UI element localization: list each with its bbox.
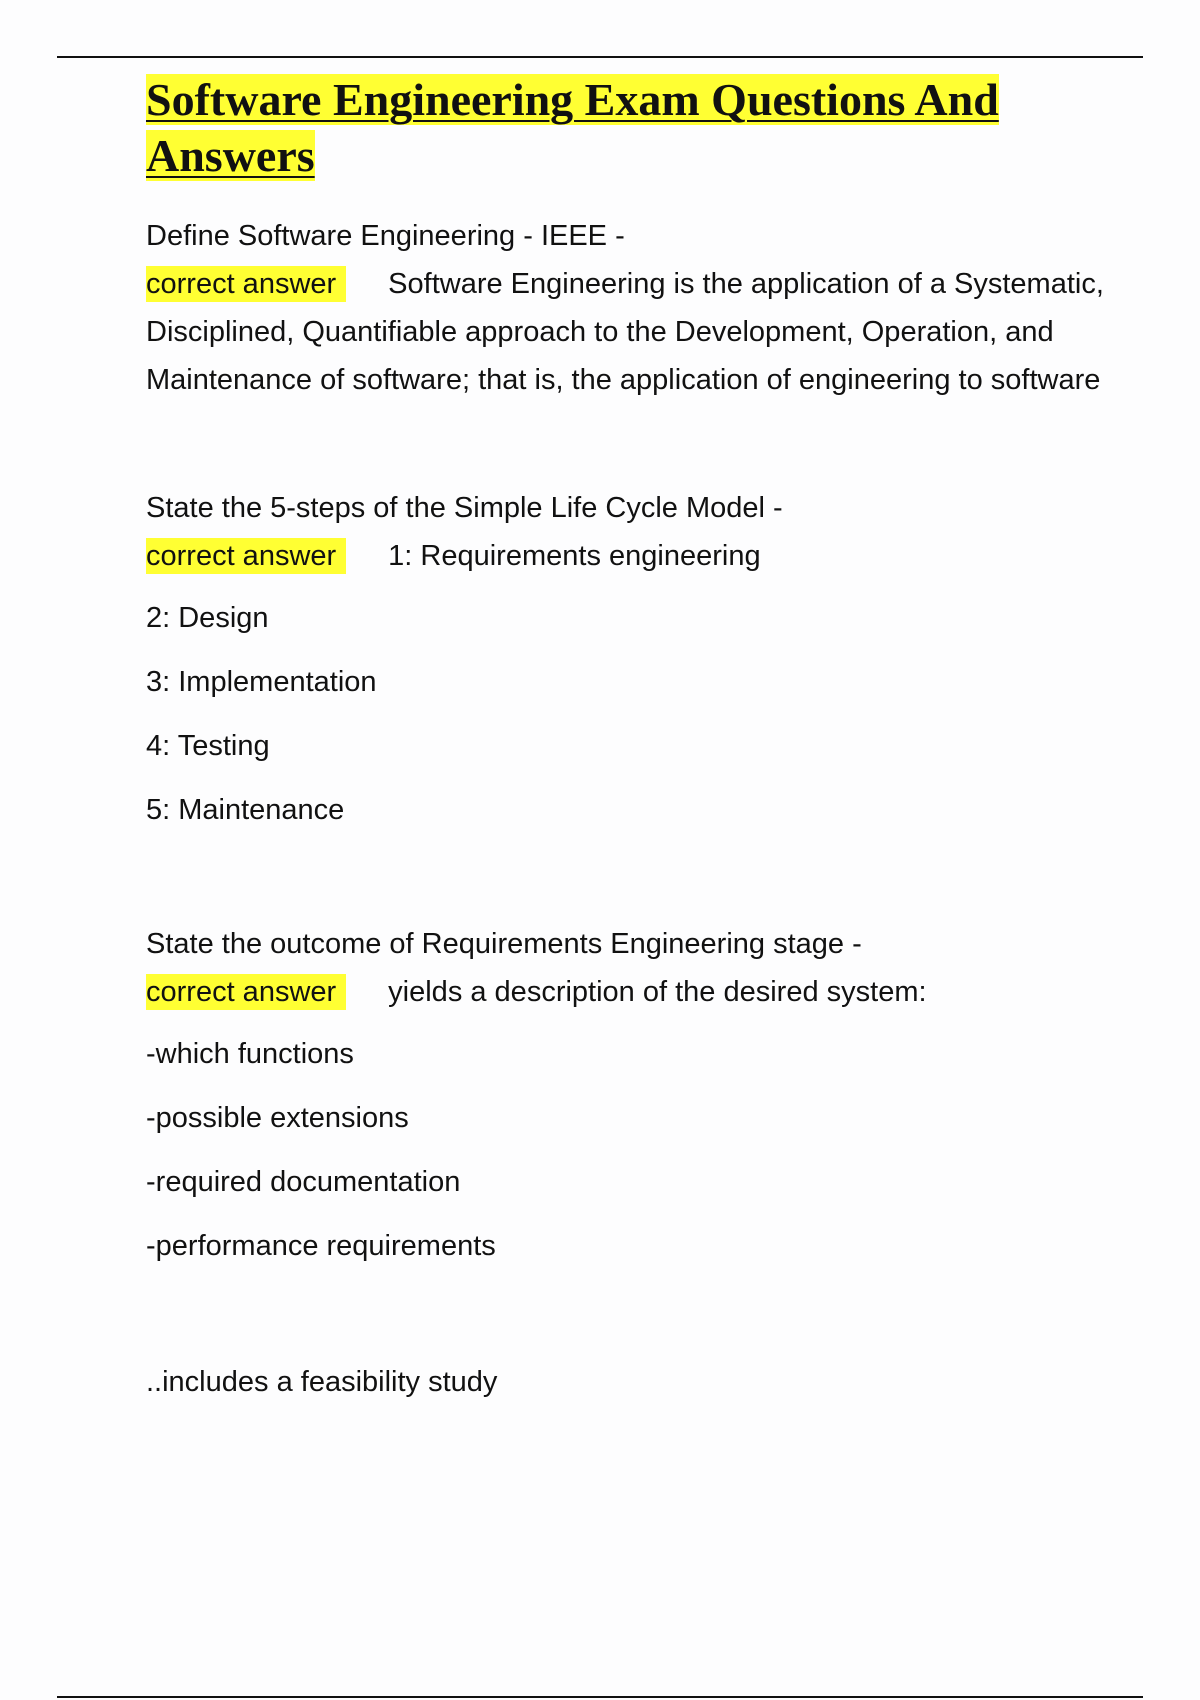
document-title: [146, 72, 1106, 184]
qa-item-1: [146, 212, 1106, 404]
correct-answer-label: correct answer: [146, 538, 346, 574]
qa-item-2: [146, 484, 1106, 842]
list-item: 3: Implementation: [146, 666, 377, 698]
bottom-rule: [57, 1696, 1143, 1698]
title-line-1: Software Engineering Exam Questions And: [146, 74, 999, 125]
correct-answer-label: correct answer: [146, 266, 346, 302]
list-item: 2: Design: [146, 602, 269, 634]
list-item: 4: Testing: [146, 730, 270, 762]
list-item: -required documentation: [146, 1166, 461, 1198]
answer-3-text: yields a description of the desired system:: [388, 976, 927, 1008]
question-1: Define Software Engineering - IEEE -: [146, 220, 625, 252]
qa-item-3: [146, 920, 1106, 1406]
list-item: -which functions: [146, 1038, 354, 1070]
correct-answer-label: correct answer: [146, 974, 346, 1010]
answer-1: [146, 260, 1106, 404]
top-rule: [57, 56, 1143, 58]
list-item: -performance requirements: [146, 1230, 496, 1262]
answer-2: [146, 532, 1106, 580]
document-body: [146, 72, 1106, 1435]
question-2: State the 5-steps of the Simple Life Cycle Model -: [146, 492, 783, 524]
list-item: -possible extensions: [146, 1102, 409, 1134]
answer-3: [146, 968, 1106, 1016]
list-item: 5: Maintenance: [146, 794, 345, 826]
answer-2-text: 1: Requirements engineering: [388, 540, 761, 572]
title-line-2: Answers: [146, 130, 315, 181]
feasibility-note: ..includes a feasibility study: [146, 1366, 498, 1398]
answer-1-text: Software Engineering is the application of a Systematic, Disciplined, Quantifiable approach to the Development, Operation, and Maintenance of software; that is, the application of engineering to software: [146, 268, 1104, 396]
question-3: State the outcome of Requirements Engineering stage -: [146, 928, 862, 960]
